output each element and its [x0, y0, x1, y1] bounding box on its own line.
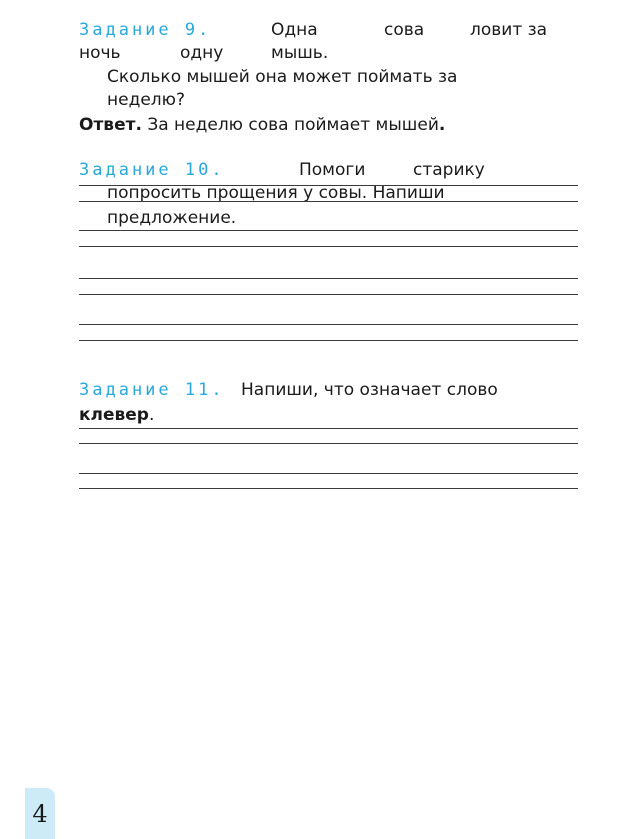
- task9-word: одну: [180, 43, 224, 63]
- task9-word: ловит за: [470, 20, 548, 40]
- task9-question: Сколько мышей она может поймать за: [107, 67, 458, 87]
- task10-text: предложение.: [107, 208, 237, 228]
- task9-word: сова: [384, 20, 425, 40]
- answer-label: Ответ.: [79, 115, 142, 135]
- task9-label: Задание 9.: [79, 20, 212, 40]
- task10-label: Задание 10.: [79, 160, 225, 180]
- task11-text: Напиши, что означает слово: [241, 380, 498, 400]
- task10-word: старику: [413, 160, 485, 180]
- task11-keyword: клевер: [79, 405, 149, 425]
- writing-line[interactable]: [79, 428, 578, 429]
- task11-word: [79, 404, 154, 426]
- writing-line[interactable]: [79, 340, 578, 341]
- task9-answer: [79, 114, 445, 136]
- task11-period: .: [148, 405, 155, 425]
- writing-line[interactable]: [79, 488, 578, 489]
- writing-line[interactable]: [79, 278, 578, 279]
- page-number-text: 4: [32, 799, 48, 828]
- answer-period: .: [438, 115, 446, 135]
- writing-line[interactable]: [79, 185, 578, 186]
- task9-word: мышь.: [271, 43, 329, 63]
- task9-question: неделю?: [107, 90, 185, 110]
- writing-line[interactable]: [79, 324, 578, 325]
- writing-line[interactable]: [79, 201, 578, 202]
- task11-label: Задание 11.: [79, 380, 225, 400]
- answer-text: За неделю сова поймает мышей: [147, 115, 439, 135]
- task10-text: попросить прощения у совы. Напиши: [107, 183, 445, 203]
- task9-word: Одна: [271, 20, 318, 40]
- writing-line[interactable]: [79, 473, 578, 474]
- task9-word: ночь: [79, 43, 121, 63]
- writing-line[interactable]: [79, 443, 578, 444]
- page-number: [25, 788, 55, 839]
- writing-line[interactable]: [79, 230, 578, 231]
- task10-word: Помоги: [299, 160, 366, 180]
- writing-line[interactable]: [79, 246, 578, 247]
- writing-line[interactable]: [79, 294, 578, 295]
